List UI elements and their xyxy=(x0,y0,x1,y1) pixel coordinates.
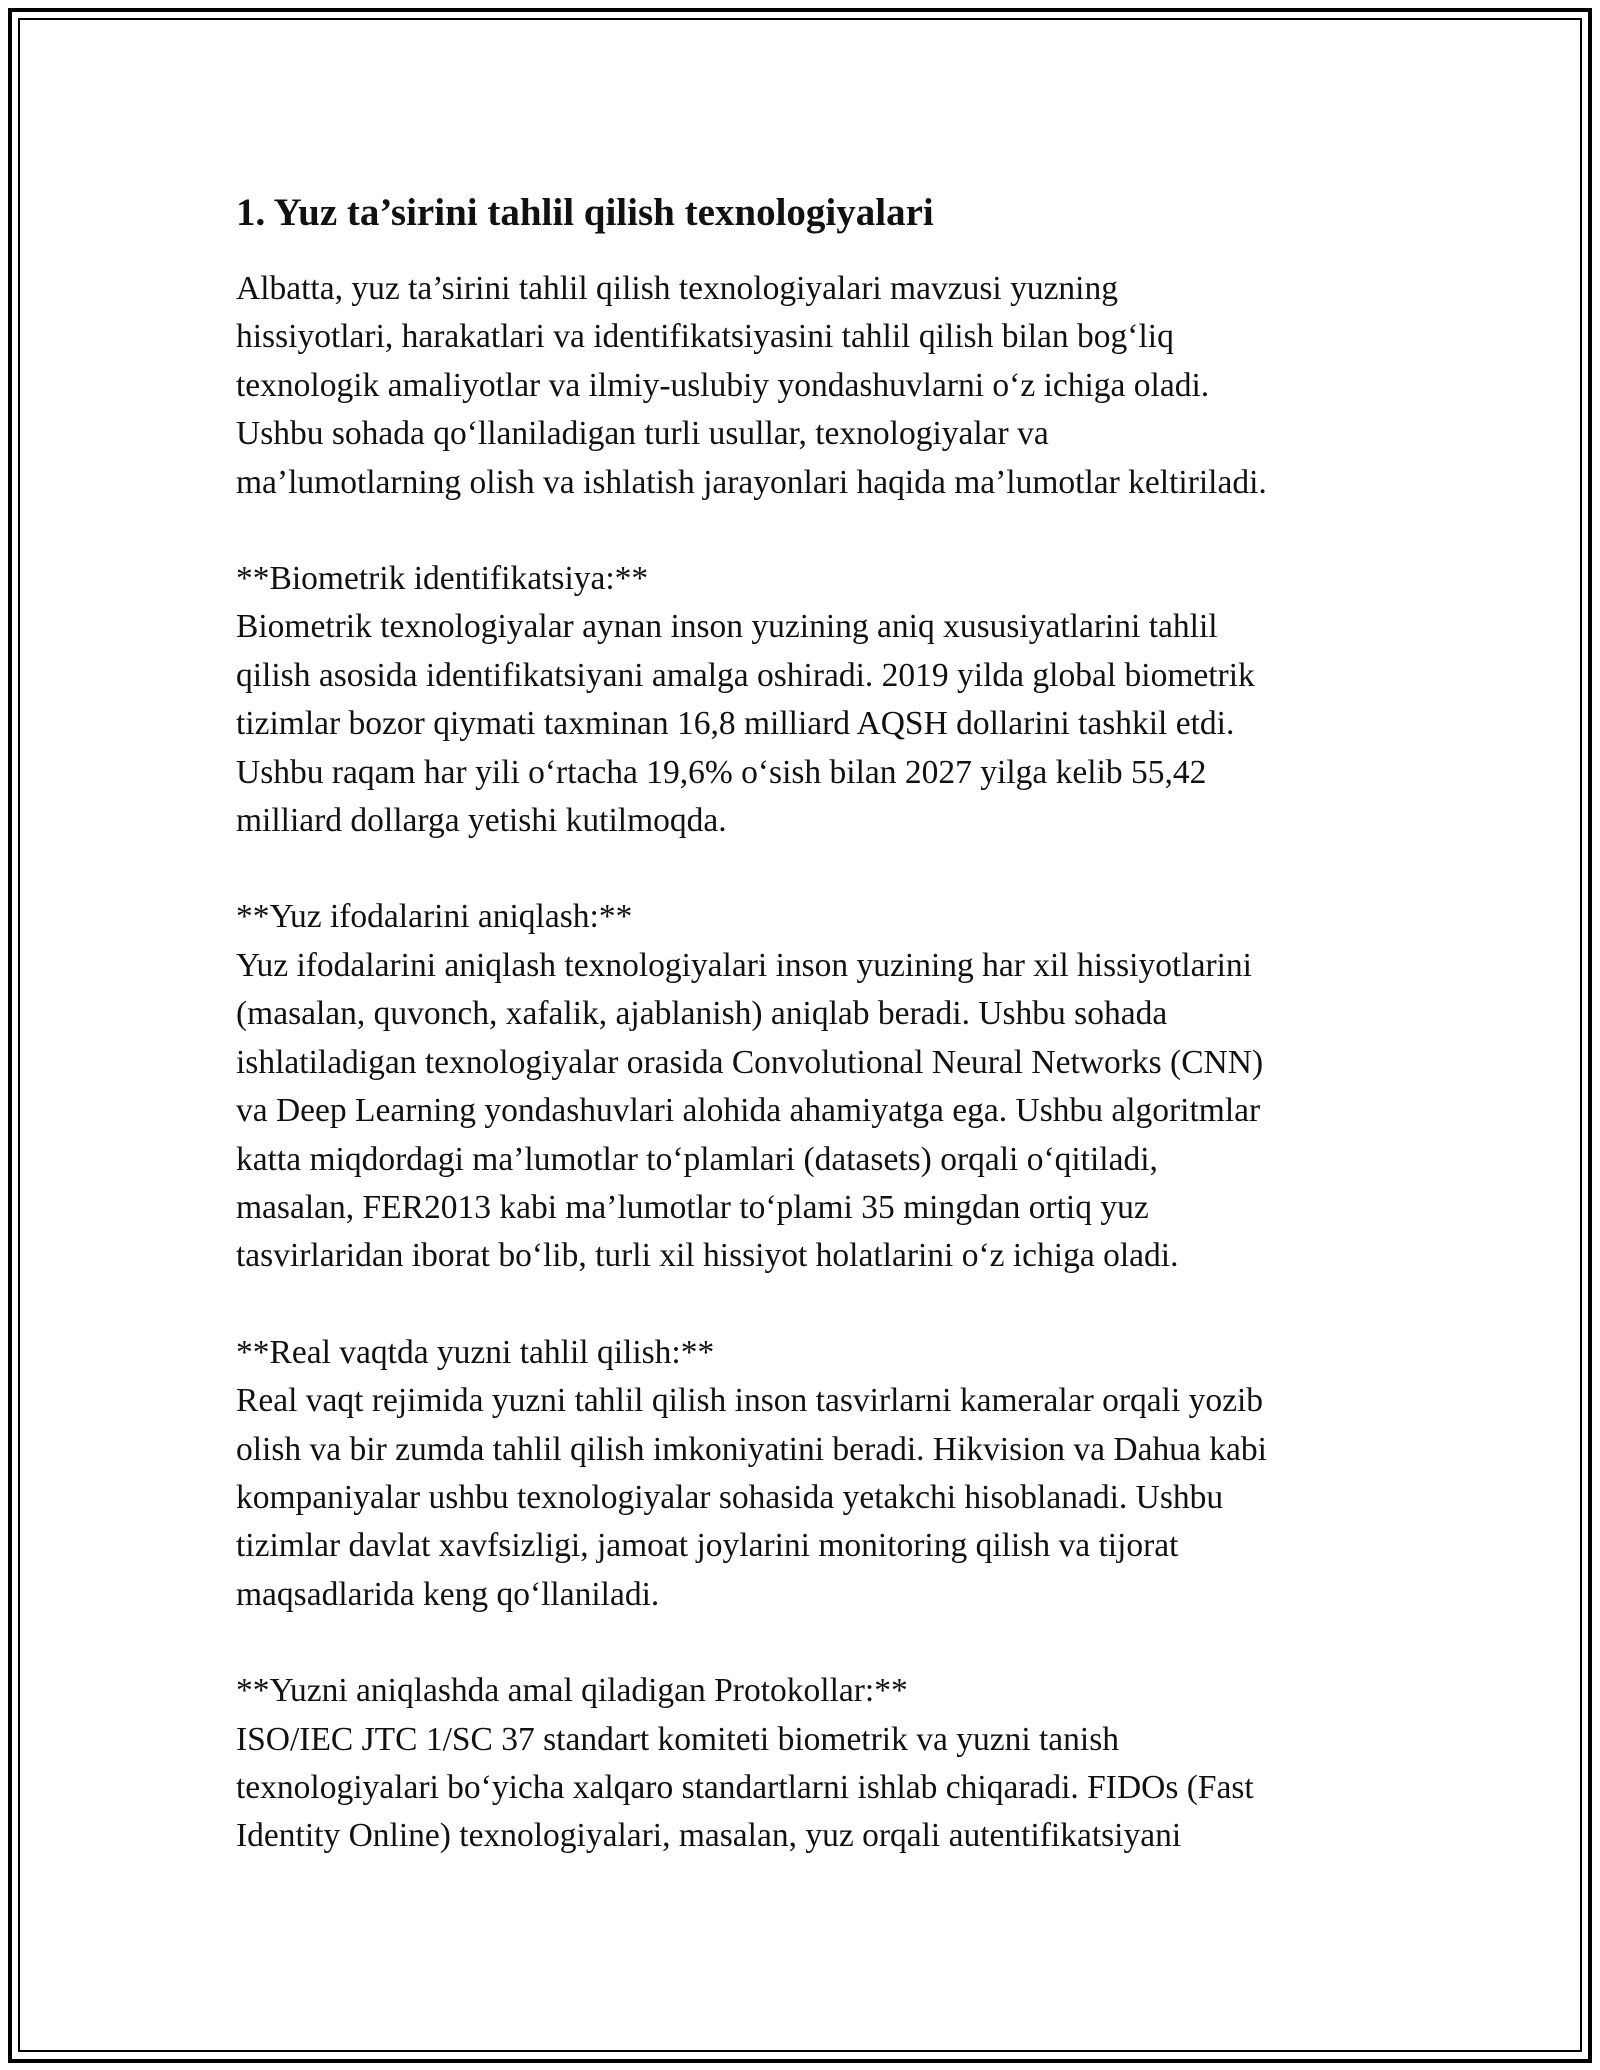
text-line: kompaniyalar ushbu texnologiyalar sohasida yetakchi hisoblanadi. Ushbu xyxy=(236,1478,1224,1516)
text-line: va Deep Learning yondashuvlari alohida ahamiyatga ega. Ushbu algoritmlar xyxy=(236,1092,1261,1130)
paragraph-expression-recognition xyxy=(236,893,1396,1280)
text-line: texnologiyalari boʻyicha xalqaro standartlarni ishlab chiqaradi. FIDOs (Fast xyxy=(236,1768,1254,1806)
text-line: tasvirlaridan iborat boʻlib, turli xil hissiyot holatlarini oʻz ichiga oladi. xyxy=(236,1237,1179,1275)
text-line: milliard dollarga yetishi kutilmoqda. xyxy=(236,802,727,840)
paragraph-real-time-analysis xyxy=(236,1329,1396,1619)
text-line: masalan, FER2013 kabi ma’lumotlar toʻplami 35 mingdan ortiq yuz xyxy=(236,1188,1149,1226)
subheading-line: **Real vaqtda yuzni tahlil qilish:** xyxy=(236,1333,715,1371)
section-heading: 1. Yuz ta’sirini tahlil qilish texnologiyalari xyxy=(236,191,934,234)
text-line: Biometrik texnologiyalar aynan inson yuzining aniq xususiyatlarini tahlil xyxy=(236,608,1218,646)
text-line: texnologik amaliyotlar va ilmiy-uslubiy yondashuvlarni oʻz ichiga oladi. xyxy=(236,366,1210,404)
paragraph-protocols xyxy=(236,1667,1396,1861)
text-line: ma’lumotlarning olish va ishlatish jarayonlari haqida ma’lumotlar keltiriladi. xyxy=(236,463,1267,501)
text-line: Real vaqt rejimida yuzni tahlil qilish inson tasvirlarni kameralar orqali yozib xyxy=(236,1382,1264,1420)
text-line: tizimlar bozor qiymati taxminan 16,8 milliard AQSH dollarini tashkil etdi. xyxy=(236,705,1235,743)
text-line: Albatta, yuz ta’sirini tahlil qilish texnologiyalari mavzusi yuzning xyxy=(236,270,1118,307)
subheading-line: **Yuz ifodalarini aniqlash:** xyxy=(236,898,633,936)
text-line: qilish asosida identifikatsiyani amalga oshiradi. 2019 yilda global biometrik xyxy=(236,656,1255,694)
text-line: tizimlar davlat xavfsizligi, jamoat joylarini monitoring qilish va tijorat xyxy=(236,1527,1179,1565)
text-line: olish va bir zumda tahlil qilish imkoniyatini beradi. Hikvision va Dahua kabi xyxy=(236,1430,1267,1468)
text-line: Yuz ifodalarini aniqlash texnologiyalari inson yuzining har xil hissiyotlarini xyxy=(236,946,1252,984)
text-line: Ushbu raqam har yili oʻrtacha 19,6% oʻsish bilan 2027 yilga kelib 55,42 xyxy=(236,753,1207,791)
paragraph-biometric-identification xyxy=(236,555,1396,845)
text-line: (masalan, quvonch, xafalik, ajablanish) aniqlab beradi. Ushbu sohada xyxy=(236,995,1168,1033)
text-line: katta miqdordagi ma’lumotlar toʻplamlari (datasets) orqali oʻqitiladi, xyxy=(236,1140,1158,1178)
text-line: hissiyotlari, harakatlari va identifikatsiyasini tahlil qilish bilan bogʻliq xyxy=(236,318,1174,356)
text-line: maqsadlarida keng qoʻllaniladi. xyxy=(236,1575,660,1613)
document-body xyxy=(236,186,1396,1909)
text-line: ISO/IEC JTC 1/SC 37 standart komiteti biometrik va yuzni tanish xyxy=(236,1720,1120,1758)
text-line: Identity Online) texnologiyalari, masalan, yuz orqali autentifikatsiyani xyxy=(236,1817,1182,1855)
text-line: ishlatiladigan texnologiyalar orasida Convolutional Neural Networks (CNN) xyxy=(236,1043,1264,1081)
paragraph-intro xyxy=(236,265,1396,507)
subheading-line: **Yuzni aniqlashda amal qiladigan Protokollar:** xyxy=(236,1672,908,1710)
text-line: Ushbu sohada qoʻllaniladigan turli usullar, texnologiyalar va xyxy=(236,415,1049,453)
subheading-line: **Biometrik identifikatsiya:** xyxy=(236,560,649,598)
